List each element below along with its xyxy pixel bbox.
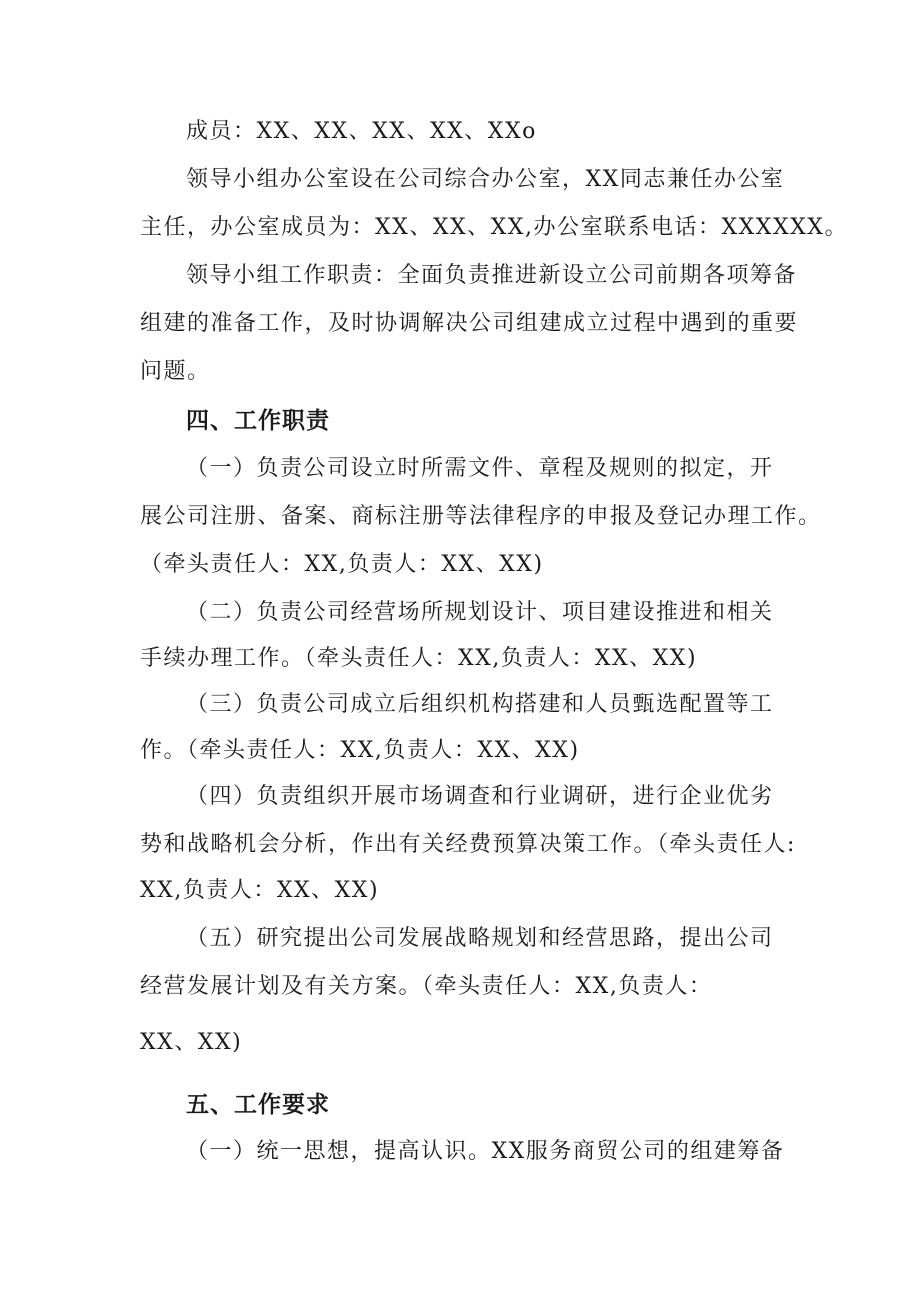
duty-item-4-line-1: （四）负责组织开展市场调查和行业调研，进行企业优劣 <box>186 784 774 809</box>
office-paragraph-line-1: 领导小组办公室设在公司综合办公室，XX同志兼任办公室 <box>186 167 785 192</box>
duty-paragraph-line-3: 问题。 <box>140 359 211 384</box>
duty-item-1-line-3: （牵头责任人：XX,负责人：XX、XX) <box>140 552 544 577</box>
duty-item-1-line-2: 展公司注册、备案、商标注册等法律程序的申报及登记办理工作。 <box>140 504 822 529</box>
requirement-item-1-line-1: （一）统一思想，提高认识。XX服务商贸公司的组建筹备 <box>186 1139 785 1164</box>
duty-item-2-line-2: 手续办理工作。（牵头责任人：XX,负责人：XX、XX) <box>140 646 698 671</box>
duty-item-2-line-1: （二）负责公司经营场所规划设计、项目建设推进和相关 <box>186 600 774 625</box>
duty-item-5-line-1: （五）研究提出公司发展战略规划和经营思路，提出公司 <box>186 926 774 951</box>
section-heading-work-requirements: 五、工作要求 <box>186 1092 330 1118</box>
duty-item-4-line-3: XX,负责人：XX、XX) <box>140 878 380 903</box>
duty-item-5-line-2: 经营发展计划及有关方案。（牵头责任人：XX,负责人： <box>140 974 713 999</box>
duty-paragraph-line-1: 领导小组工作职责：全面负责推进新设立公司前期各项筹备 <box>186 263 798 288</box>
duty-item-1-line-1: （一）负责公司设立时所需文件、章程及规则的拟定，开 <box>186 456 774 481</box>
duty-item-3-line-1: （三）负责公司成立后组织机构搭建和人员甄选配置等工 <box>186 692 774 717</box>
duty-item-5-line-3: XX、XX) <box>140 1030 243 1055</box>
duty-item-3-line-2: 作。（牵头责任人：XX,负责人：XX、XX) <box>140 738 580 763</box>
section-heading-work-duties: 四、工作职责 <box>186 408 330 434</box>
office-paragraph-line-2: 主任，办公室成员为：XX、XX、XX,办公室联系电话：XXXXXX。 <box>140 215 848 240</box>
members-line: 成员：XX、XX、XX、XX、XXo <box>186 119 537 144</box>
duty-item-4-line-2: 势和战略机会分析，作出有关经费预算决策工作。（牵头责任人: <box>140 832 796 857</box>
duty-paragraph-line-2: 组建的准备工作，及时协调解决公司组建成立过程中遇到的重要 <box>140 311 799 336</box>
